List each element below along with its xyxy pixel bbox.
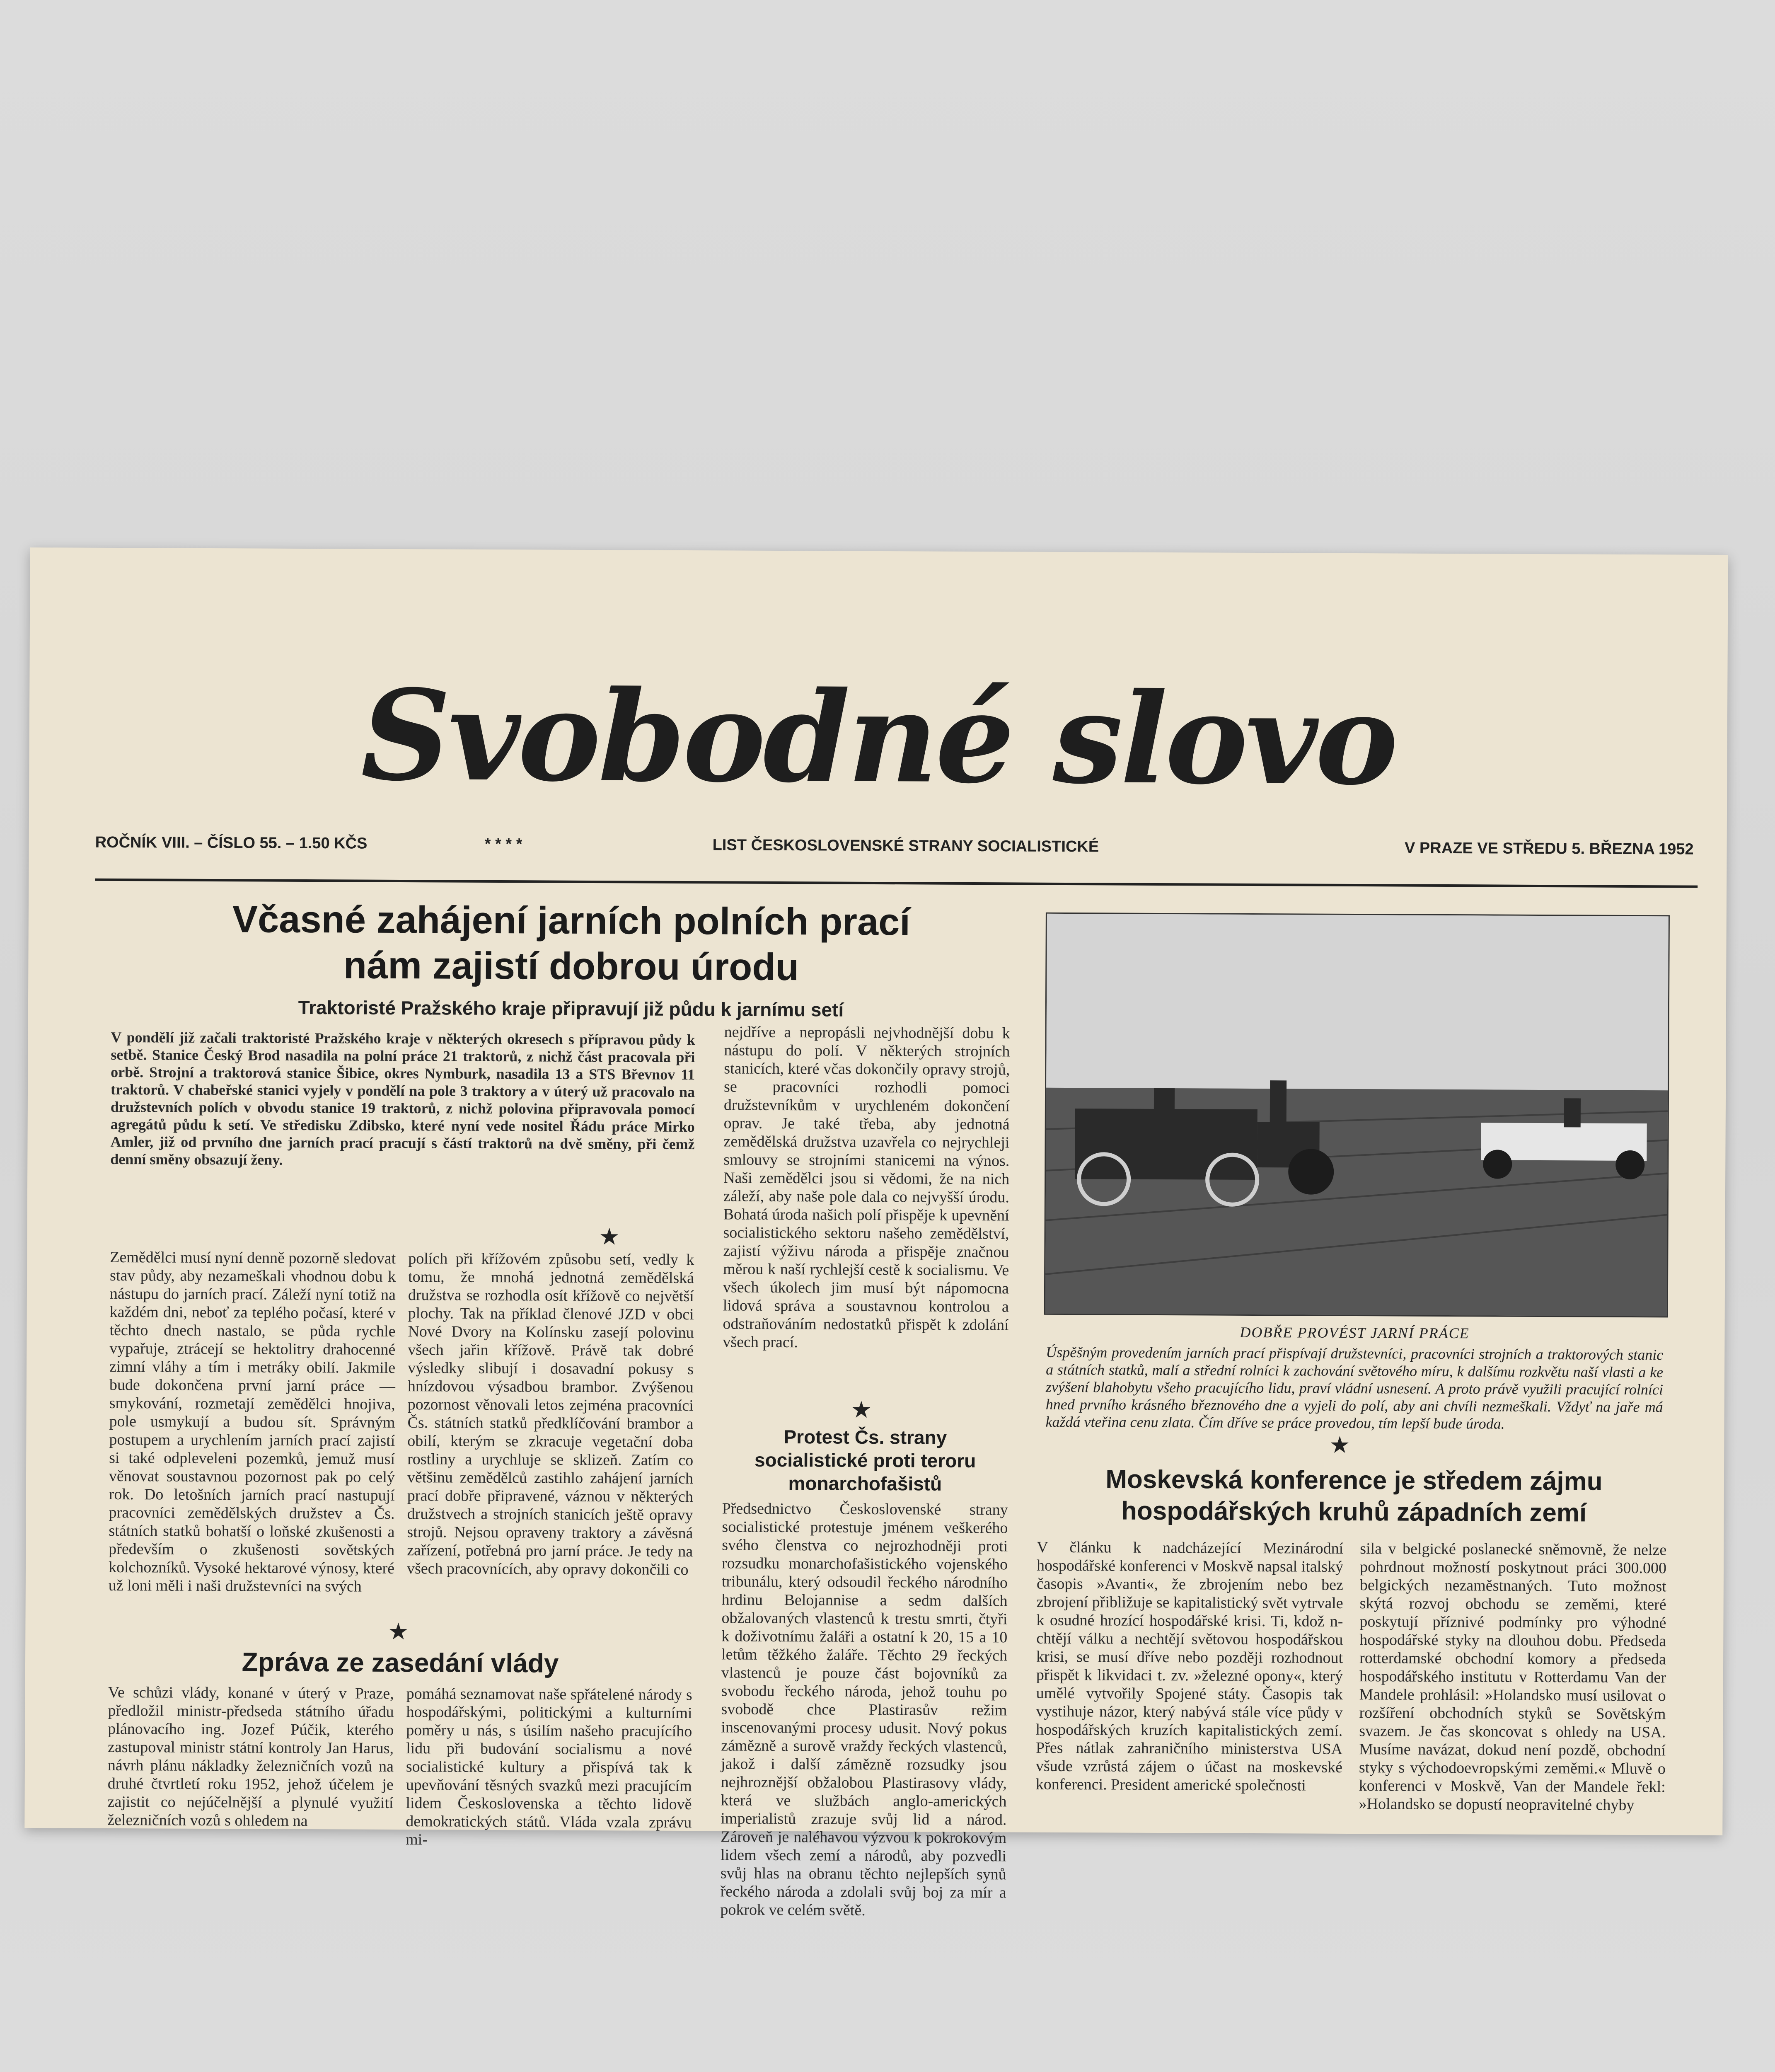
moskva-column-2: sila v belgické poslanecké sněmovně, že nelze pohrdnout možností poskytnout práci 300.000 belgických nezaměstnaných. Tuto možnost skýtá rozvoj obchodu se zeměmi, které poskytují příznivé podmínky pro výhodné hospodářské styky na dlouhou dobu. Předseda rotterdamské obchodní komory a předseda hospodářského institutu v Rotterdamu Van der Mandele prohlásil: »Holandsko musí usilovat o rozšíření obchodních styků se Sovětským svazem. Je čas skoncovat s ohledy na USA. Musíme navázat, dokud není pozdě, obchodní styky s východoevropskými zeměmi.« Mluvě o konferenci v Moskvě, Van der Mandele řekl: »Holandsko se dopustí neopravitelné chyby [1359, 1540, 1667, 1814]
star-divider: ★ [1329, 1431, 1350, 1459]
photo-caption-title: DOBŘE PROVÉST JARNÍ PRÁCE [1240, 1324, 1470, 1342]
header-rule [95, 879, 1698, 888]
decorative-stars: * * * * [484, 835, 522, 853]
lead-column-3: nejdříve a nepropásli nejvhodnější dobu k nástupu do polí. V některých strojních stanicích, které včas dokončily opravy strojů, se pracovníci rozhodli pomoci družstevníkům v urychleném dokončení oprav. Je také třeba, aby jednotná zemědělská družstva uzavřela co nejrychleji smlouvy se strojními stanicemi na výnos. Naši zemědělci jsou si vědomi, že na nich záleží, aby naše pole dala co nejvyšší úrodu. Bohatá úroda našich polí přispěje k upevnění socialistického sektoru našeho zemědělství, zajistí výživu národa a přispěje značnou měrou k naší rychlejší cestě k socialismu. Ve všech úkolech jim musí být nápomocna lidová správa a soustavnou kontrolou a odstraňováním nedostatků přispět k zdolání všech prací. [723, 1023, 1010, 1351]
issue-number: ROČNÍK VIII. – ČÍSLO 55. – 1.50 KČS [95, 833, 368, 852]
star-divider: ★ [851, 1396, 872, 1423]
moskva-title [1037, 1464, 1671, 1530]
protest-title-line-2: socialistické proti teroru [754, 1449, 976, 1472]
masthead-logo: Svobodné slovo [360, 662, 1396, 813]
moskva-title-line-2: hospodářských kruhů západních zemí [1121, 1496, 1587, 1527]
moskva-title-line-1: Moskevská konference je středem zájmu [1105, 1465, 1603, 1496]
protest-title [722, 1425, 1008, 1496]
lead-column-1: Zemědělci musí nyní denně pozorně sledovat stav půdy, aby nezameškali vhodnou dobu k nástupu do jarních prací. Záleží nyní totiž na každém dni, neboť za teplého počasí, které v těchto dnech nastalo, se půda rychle vypařuje, ztrácejí se hektolitry drahocenné zimní vláhy a tím i metráky obilí. Jakmile bude dokončena první jarní práce — smykování, rozmetají zemědělci hnojiva, pole usmykují a budou sít. Správným postupem a urychlením jarních prací zajistí si také odpleveleni pozemků, jemuž musí věnovat soustavnou pozornost pak po celý rok. Do letošních jarních prací nastupují pracovníci zemědělských družstev a Čs. státních statků bohatší o loňské zkušenosti a především o zkušenosti sovětských kolchozníků. Vysoké hektarové výnosy, které už loni měli i naši družstevníci na svých [108, 1248, 396, 1595]
photo-caption: Úspěšným provedením jarních prací přispívají družstevníci, pracovníci strojních a traktorových stanic a státních statků, malí a střední rolníci k zachování světového míru, k dalšímu rozkvětu naší vlasti a ke zvýšení blahobytu všeho pracujícího lidu, praví vládní usnesení. A proto právě využili pracující rolníci hned prvního krásného březnového dne a vyjeli do polí, aby ani chvíli nezmeškali. Vždyť na jaře má každá vteřina cenu zlata. Čím dříve se práce provedou, tím lepší bude úroda. [1045, 1343, 1664, 1432]
protest-text: Předsednictvo Československé strany socialistické protestuje jménem veškerého svého členstva co nejrozhodněji proti rozsudku monarchofašistického vojenského tribunálu, který odsoudil řeckého národního hrdinu Belojannise a sedm dalších obžalovaných vlastenců k trestu smrti, čtyři k doživotnímu žaláři a ostatní k 20, 15 a 10 letům těžkého žaláře. Těchto 29 řeckých vlastenců je pouze část bojovníků za svobodu řeckého národa, jehož touhu po svobodě chce Plastirasův režim inscenovanými procesy udusit. Nový pokus zámězně a surově vraždy řeckých vlastenců, jakož i další zámězně rozsudky jsou nejhroznější obžalobou Plastirasovy vlády, která ve službách anglo-amerických imperialistů zrazuje svůj lid a národ. Zároveň je naléhavou výzvou k pokrokovým lidem všech zemí a národů, aby pozvedli svůj hlas na obranu těchto nejlepších synů řeckého národa a zdolali svůj boj za mír a pokrok ve celém světě. [720, 1500, 1008, 1919]
newspaper-page [24, 547, 1728, 1919]
vlada-column-1: Ve schůzi vlády, konané v úterý v Praze, předložil ministr-předseda státního úřadu plánovacího ing. Jozef Púčik, kterého zastupoval ministr státní kontroly Jan Harus, návrh plánu nákladky železničních vozů na druhé čtvrtletí roku 1952, jehož účelem je zajistit co nejúčelnější a plynulé využití železničních vozů s ohledem na [107, 1683, 394, 1830]
star-divider: ★ [388, 1618, 409, 1646]
star-divider: ★ [599, 1223, 620, 1251]
publisher-line: LIST ČESKOSLOVENSKÉ STRANY SOCIALISTICKÉ [712, 836, 1099, 856]
lead-headline [111, 896, 1031, 991]
tractor-photo [1044, 913, 1670, 1318]
protest-title-line-1: Protest Čs. strany [784, 1426, 947, 1448]
protest-title-line-3: monarchofašistů [788, 1472, 942, 1495]
dateline: V PRAZE VE STŘEDU 5. BŘEZNA 1952 [1404, 839, 1694, 858]
lead-column-2: polích při křížovém způsobu setí, vedly k tomu, že mnohá jednotná zemědělská družstva se rozhodla osít křížově co největší plochy. Tak na příklad členové JZD v obci Nové Dvory na Kolínsku zasejí polovinu všech jařin křížově. Právě tak dobré výsledky slibují i dosavadní pokusy s hnízdovou výsadbou brambor. Zvýšenou pozornost věnovali letos zejména pracovníci Čs. státních statků předklíčování brambor a obilí, kterým se zkracuje vegetační doba rostliny a urychluje se sklizeň. Zatím co většinu zemědělců zastihlo zahájení jarních prací dobře připravené, váznou v některých družstvech a strojních stanicích ještě opravy strojů. Nejsou opraveny traktory a závěsná zařízení, potřebná pro jarní práce. Je tedy na všech pracovnících, aby opravy dokončili co [406, 1250, 694, 1579]
moskva-column-1: V článku k nadcházející Mezinárodní hospodářské konferenci v Moskvě napsal italský časopis »Avanti«, že zbrojením nebo bez zbrojení přibližuje se kapitalistický svět vytrvale k osudné hrozící hospodářské krisi. Ti, kdož n-chtějí válku a nechtějí světovou hospodářskou krisi, se musí dříve nebo později rozhodnout přispět k likvidaci t. zv. »železné opony«, který umělé vytvořily Spojené státy. Časopis tak vystihuje názor, který nabývá stále více půdy v hospodářských kruzích kapitalistických zemí. Přes nátlak zahraničního ministerstva USA všude vzrůstá zájem o účast na moskevské konferenci. President americké společnosti [1035, 1538, 1344, 1794]
lead-intro: V pondělí již začali traktoristé Pražského kraje v některých okresech s přípravou půdy k setbě. Stanice Český Brod nasadila na polní práce 21 traktorů, z nichž část pracovala při orbě. Strojní a traktorová stanice Šibice, okres Nymburk, nasadila 13 a STS Břevnov 11 traktorů. V chabeřské stanici vyjely v pondělí na pole 3 traktory a v úterý už pracovalo na družstevních polích v obvodu stanice 19 traktorů, z nichž polovina připravovala pomocí agregátů půdu k setí. Ve středisku Zdibsko, které nyní vede nositel Řádu práce Mirko Amler, již od prvního dne jarních prací pracují s částí traktorů na dvě směny, při čemž denní směny obsazují ženy. [110, 1029, 695, 1168]
lead-headline-line-1: Včasné zahájení jarních polních prací [232, 898, 911, 944]
lead-subhead: Traktoristé Pražského kraje připravují již půdu k jarnímu setí [298, 996, 844, 1021]
tractor-photo-illustration [1045, 914, 1669, 1317]
vlada-title: Zpráva ze zasedání vlády [242, 1647, 559, 1678]
lead-headline-line-2: nám zajistí dobrou úrodu [343, 944, 799, 989]
info-bar [95, 834, 1693, 866]
vlada-column-2: pomáhá seznamovat naše spřátelené národy s hospodářskými, politickými a kulturními poměry u nás, s úsilím našeho pracujícího lidu při budování socialismu a nové socialistické kultury a přispívá tak k upevňování těsných svazků mezi pracujícím lidem Československa a těchto lidově demokratických států. Vláda vzala zprávu mi- [406, 1685, 692, 1849]
